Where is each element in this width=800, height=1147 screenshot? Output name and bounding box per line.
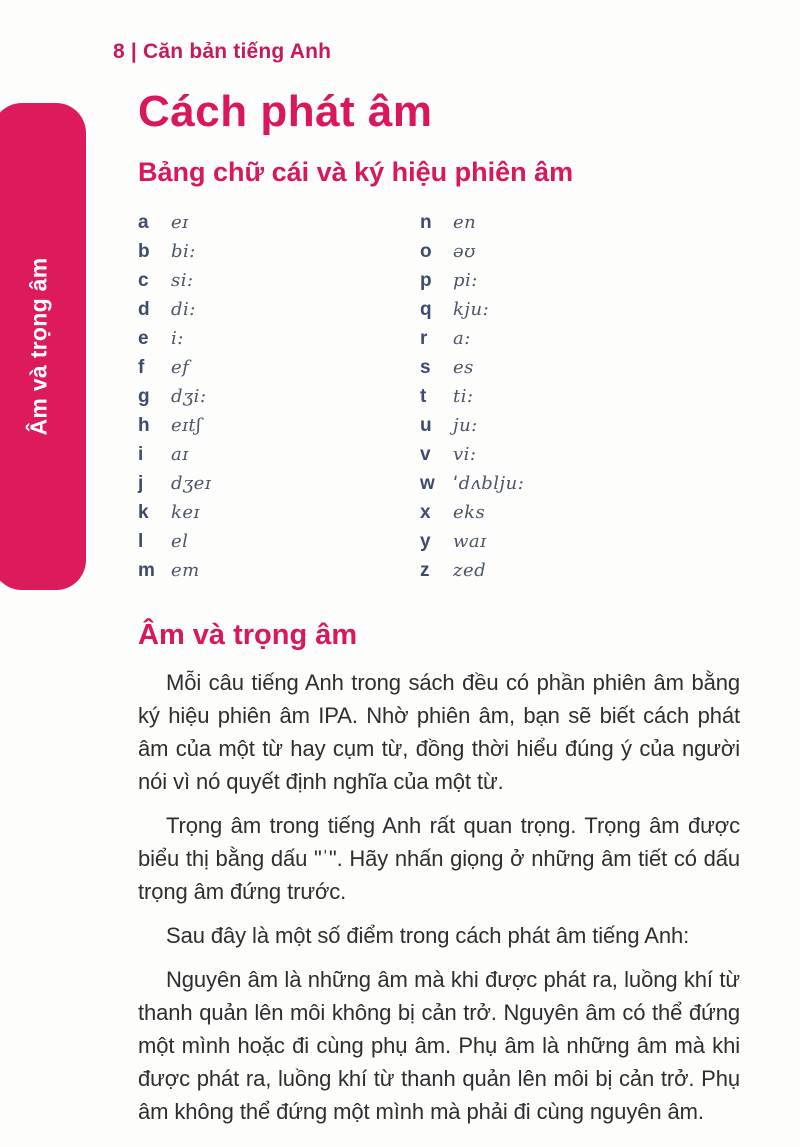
alphabet-row (420, 531, 740, 560)
ipa-pronunciation: ti: (453, 385, 474, 407)
ipa-pronunciation: eɪtʃ (171, 414, 202, 436)
ipa-pronunciation: dʒeɪ (171, 472, 212, 494)
letter-label: w (420, 472, 435, 494)
alphabet-row (138, 299, 420, 328)
alphabet-row (420, 444, 740, 473)
ipa-pronunciation: ef (171, 356, 190, 378)
letter-label: s (420, 356, 431, 378)
ipa-pronunciation: em (171, 559, 200, 581)
ipa-pronunciation: a: (453, 327, 471, 349)
letter-label: k (138, 501, 149, 523)
ipa-pronunciation: ˈdʌblju: (453, 472, 525, 494)
alphabet-row (138, 531, 420, 560)
letter-label: d (138, 298, 150, 320)
letter-label: y (420, 530, 431, 552)
alphabet-row (420, 386, 740, 415)
ipa-pronunciation: waɪ (453, 530, 487, 552)
alphabet-column-right (420, 212, 740, 589)
ipa-pronunciation: əʊ (453, 240, 476, 262)
side-tab-label: Âm và trọng âm (25, 257, 52, 436)
letter-label: v (420, 443, 431, 465)
letter-label: x (420, 501, 431, 523)
alphabet-row (420, 270, 740, 299)
alphabet-row (420, 299, 740, 328)
ipa-pronunciation: es (453, 356, 474, 378)
ipa-pronunciation: dʒi: (171, 385, 207, 407)
ipa-pronunciation: zed (453, 559, 487, 581)
letter-label: c (138, 269, 149, 291)
letter-label: n (420, 211, 432, 233)
chapter-side-tab[interactable] (0, 103, 86, 590)
ipa-pronunciation: i: (171, 327, 184, 349)
alphabet-row (138, 357, 420, 386)
letter-label: q (420, 298, 432, 320)
letter-label: i (138, 443, 144, 465)
section-heading: Âm và trọng âm (138, 618, 358, 651)
ipa-pronunciation: eɪ (171, 211, 189, 233)
letter-label: l (138, 530, 144, 552)
body-paragraph: Mỗi câu tiếng Anh trong sách đều có phần phiên âm bằng ký hiệu phiên âm IPA. Nhờ phiên âm, bạn sẽ biết cách phát âm của một từ hay cụm từ, đồng thời hiểu đúng ý của người nói vì nó quyết định nghĩa của một từ. (138, 669, 740, 794)
alphabet-row (420, 357, 740, 386)
alphabet-row (138, 502, 420, 531)
alphabet-row (138, 270, 420, 299)
body-paragraph: Nguyên âm là những âm mà khi được phát ra, luồng khí từ thanh quản lên môi không bị cản trở. Nguyên âm có thể đứng một mình hoặc đi cùng phụ âm. Phụ âm là những âm mà khi được phát ra, luồng khí từ thanh quản lên môi bị cản trở. Phụ âm không thể đứng một mình mà phải đi cùng nguyên âm. (138, 966, 740, 1124)
ipa-pronunciation: keɪ (171, 501, 200, 523)
letter-label: m (138, 559, 155, 581)
ipa-pronunciation: kju: (453, 298, 490, 320)
letter-label: b (138, 240, 150, 262)
ipa-pronunciation: en (453, 211, 477, 233)
ipa-pronunciation: di: (171, 298, 196, 320)
alphabet-section-subtitle: Bảng chữ cái và ký hiệu phiên âm (138, 156, 574, 187)
alphabet-column-left (138, 212, 420, 589)
alphabet-row (420, 212, 740, 241)
letter-label: a (138, 211, 149, 233)
letter-label: h (138, 414, 150, 436)
letter-label: g (138, 385, 150, 407)
ipa-pronunciation: aɪ (171, 443, 189, 465)
page-content (138, 88, 740, 1139)
letter-label: u (420, 414, 432, 436)
letter-label: f (138, 356, 145, 378)
alphabet-row (138, 560, 420, 589)
running-header: 8 | Căn bản tiếng Anh (113, 40, 332, 63)
letter-label: r (420, 327, 428, 349)
body-paragraph: Sau đây là một số điểm trong cách phát âm tiếng Anh: (166, 922, 690, 948)
alphabet-row (138, 212, 420, 241)
alphabet-row (420, 328, 740, 357)
alphabet-row (138, 241, 420, 270)
letter-label: t (420, 385, 427, 407)
ipa-pronunciation: si: (171, 269, 194, 291)
letter-label: j (138, 472, 144, 494)
letter-label: z (420, 559, 430, 581)
alphabet-row (420, 502, 740, 531)
ipa-pronunciation: el (171, 530, 189, 552)
ipa-pronunciation: pi: (453, 269, 478, 291)
ipa-pronunciation: ju: (453, 414, 478, 436)
alphabet-row (138, 328, 420, 357)
letter-label: e (138, 327, 149, 349)
ipa-pronunciation: eks (453, 501, 486, 523)
letter-label: o (420, 240, 432, 262)
alphabet-row (420, 473, 740, 502)
alphabet-table (138, 212, 740, 589)
letter-label: p (420, 269, 432, 291)
alphabet-row (138, 444, 420, 473)
ipa-pronunciation: bi: (171, 240, 196, 262)
alphabet-row (138, 415, 420, 444)
body-paragraphs (138, 666, 740, 1128)
alphabet-row (420, 241, 740, 270)
alphabet-row (420, 560, 740, 589)
page-title: Cách phát âm (138, 87, 433, 136)
body-paragraph: Trọng âm trong tiếng Anh rất quan trọng. Trọng âm được biểu thị bằng dấu "ˈ". Hãy nhấn giọng ở những âm tiết có dấu trọng âm đứng trước. (138, 812, 740, 904)
alphabet-row (138, 386, 420, 415)
alphabet-row (138, 473, 420, 502)
ipa-pronunciation: vi: (453, 443, 477, 465)
alphabet-row (420, 415, 740, 444)
